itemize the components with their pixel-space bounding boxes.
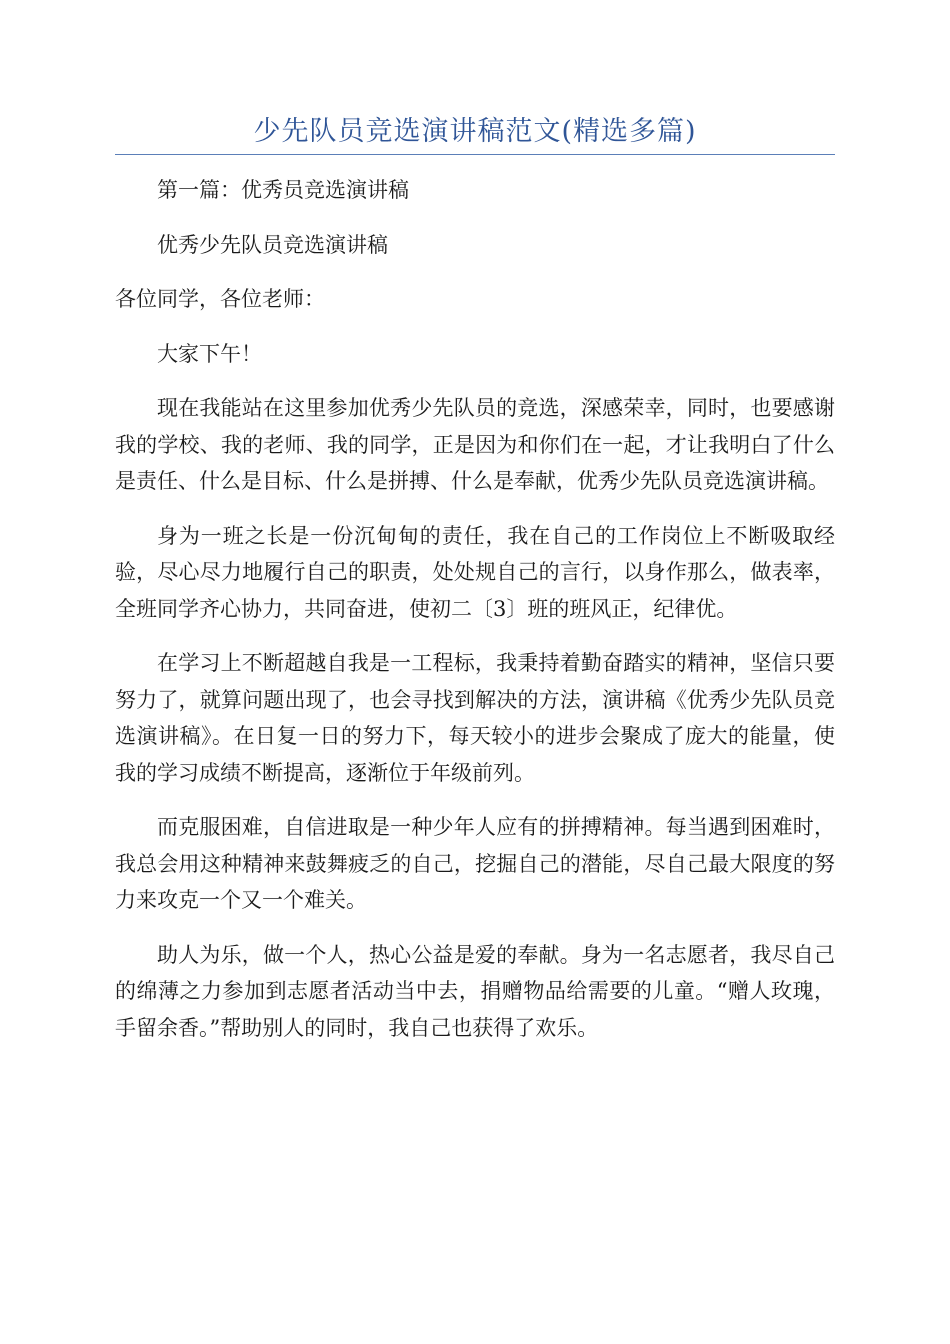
document-title: 少先队员竞选演讲稿范文(精选多篇)	[253, 116, 697, 147]
paragraph-2: 优秀少先队员竞选演讲稿	[157, 232, 388, 257]
paragraph-4: 大家下午！	[157, 341, 262, 366]
paragraph-5: 现在我能站在这里参加优秀少先队员的竞选，深感荣幸，同时，也要感谢我的学校、我的老师、我的同学，正是因为和你们在一起，才让我明白了什么是责任、什么是目标、什么是拼搏、什么是奉献，优秀少先队员竞选演讲稿。	[115, 396, 835, 493]
paragraph-8: 而克服困难，自信进取是一种少年人应有的拼搏精神。每当遇到困难时，我总会用这种精神来鼓舞疲乏的自己，挖掘自己的潜能，尽自己最大限度的努力来攻克一个又一个难关。	[115, 815, 835, 912]
paragraph-6: 身为一班之长是一份沉甸甸的责任，我在自己的工作岗位上不断吸取经验，尽心尽力地履行自己的职责，处处规自己的言行，以身作那么，做表率，全班同学齐心协力，共同奋进，使初二〔3〕班的班风正，纪律优。	[115, 523, 835, 621]
paragraph-7: 在学习上不断超越自我是一工程标，我秉持着勤奋踏实的精神，坚信只要努力了，就算问题出现了，也会寻找到解决的方法，演讲稿《优秀少先队员竞选演讲稿》。在日复一日的努力下，每天较小的进步会聚成了庞大的能量，使我的学习成绩不断提高，逐渐位于年级前列。	[115, 651, 835, 785]
paragraph-1: 第一篇：优秀员竞选演讲稿	[157, 178, 409, 202]
paragraph-3: 各位同学，各位老师：	[115, 287, 325, 311]
document-body	[115, 172, 835, 1064]
title-underline	[115, 154, 835, 155]
paragraph-9: 助人为乐，做一个人，热心公益是爱的奉献。身为一名志愿者，我尽自己的绵薄之力参加到志愿者活动当中去，捐赠物品给需要的儿童。“赠人玫瑰，手留余香。”帮助别人的同时，我自己也获得了欢乐。	[115, 942, 835, 1040]
